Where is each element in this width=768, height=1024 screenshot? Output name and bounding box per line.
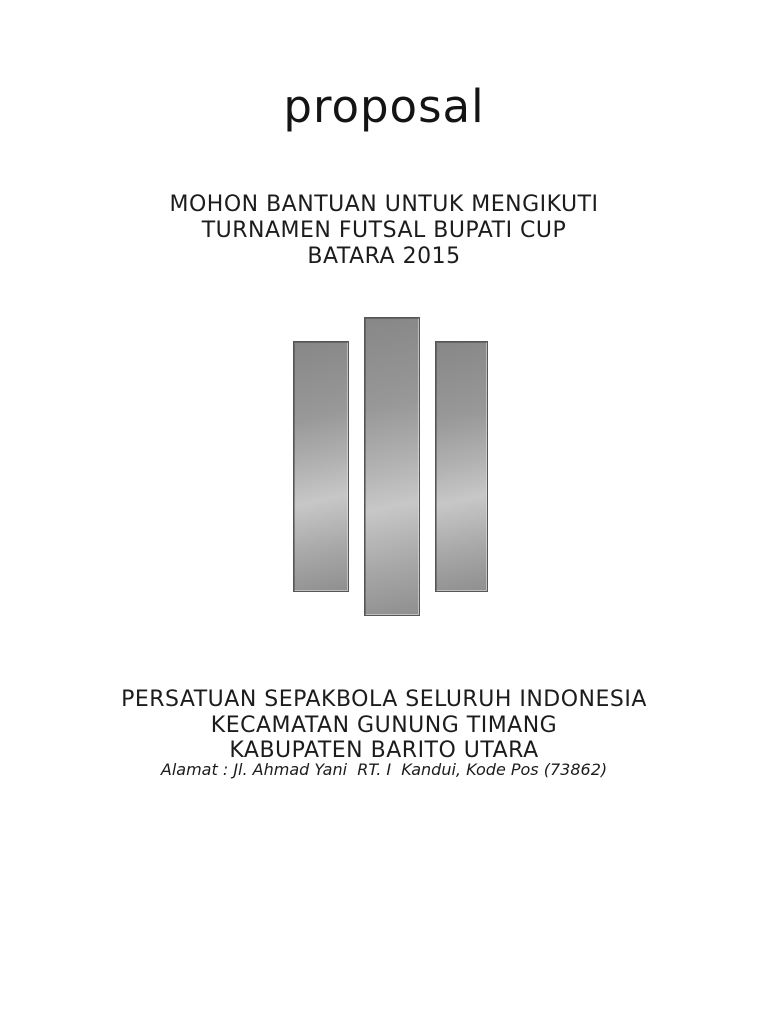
organization-block [0, 687, 768, 764]
organization-line-3: KABUPATEN BARITO UTARA [229, 738, 539, 763]
organization-line-2: KECAMATAN GUNUNG TIMANG [210, 712, 558, 738]
organization-line-1: PERSATUAN SEPAKBOLA SELURUH INDONESIA [121, 687, 647, 712]
document-title: proposal [283, 80, 485, 133]
logo-bar-middle-icon [364, 317, 420, 616]
subtitle-line-2: TURNAMEN FUTSAL BUPATI CUP [201, 218, 567, 243]
address-line: Alamat : Jl. Ahmad Yani RT. I Kandui, Kode Pos (73862) [160, 760, 608, 779]
three-bars-logo [0, 317, 768, 616]
subtitle-line-1: MOHON BANTUAN UNTUK MENGIKUTI [169, 192, 599, 217]
logo-bar-left-icon [293, 341, 349, 592]
logo-bar-right-icon [435, 341, 488, 592]
subtitle-line-3: BATARA 2015 [307, 244, 461, 269]
subtitle-block [0, 192, 768, 270]
